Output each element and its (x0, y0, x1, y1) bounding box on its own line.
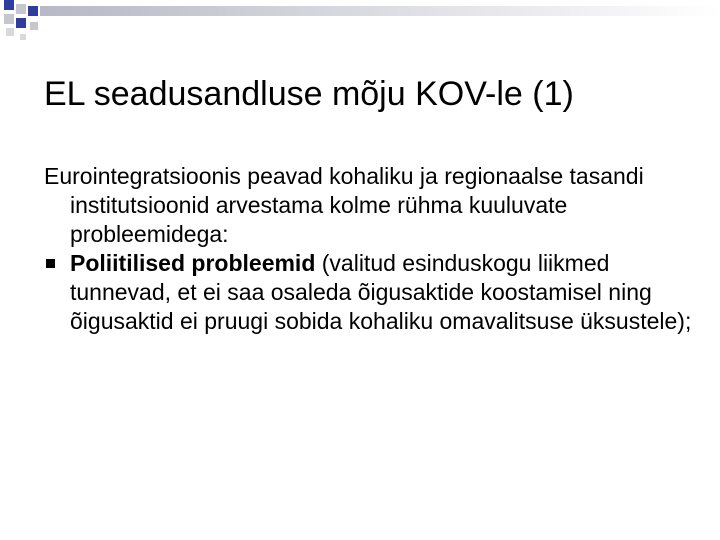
square-bullet-icon (46, 259, 55, 268)
header-decoration (0, 0, 720, 60)
deco-square-gray-5 (20, 34, 26, 40)
deco-square-blue-2 (16, 18, 26, 28)
deco-square-blue-1 (4, 0, 14, 10)
bullet-item-political (44, 249, 694, 336)
deco-square-gray-3 (30, 22, 38, 30)
bullet-bold-text: Poliitilised probleemid (70, 250, 316, 276)
header-gradient-bar (40, 6, 720, 16)
slide-body (44, 162, 694, 336)
deco-square-gray-1 (16, 4, 26, 14)
deco-square-blue-3 (28, 6, 38, 16)
intro-paragraph: Eurointegratsioonis peavad kohaliku ja regionaalse tasandi institutsioonid arvestama kolme rühma kuuluvate probleemidega: (44, 163, 644, 247)
bullet-rest-text: (valitud esinduskogu liikmed tunnevad, et ei saa osaleda õigusaktide koostamisel ning õigusaktid ei pruugi sobida kohaliku omavalitsuse üksustele); (70, 250, 692, 334)
deco-square-gray-2 (4, 14, 14, 24)
slide-title: EL seadusandluse mõju KOV-le (1) (44, 75, 574, 113)
deco-square-gray-4 (6, 28, 14, 36)
